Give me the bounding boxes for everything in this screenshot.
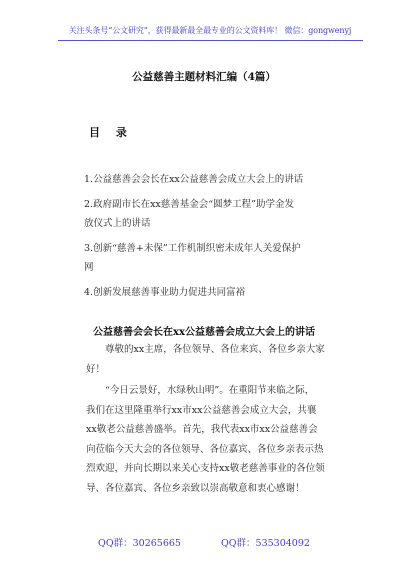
text-line: 烈欢迎，并向长期以来关心支持xx敬老慈善事业的各位领	[86, 463, 325, 474]
text-line: 好！	[86, 363, 106, 375]
toc-heading: 目 录	[89, 126, 133, 139]
toc-item-line: 3.创新“慈善+未保”工作机制织密未成年人关爱保护	[84, 243, 301, 254]
toc-item	[86, 195, 336, 233]
header-divider	[58, 40, 363, 41]
toc-item-line: 放仪式上的讲话	[84, 218, 151, 229]
page-footer	[0, 535, 408, 549]
document-title: 公益慈善主题材料汇编（4篇）	[132, 71, 276, 83]
header-notice: 关注头条号“公文研究”，获得最新最全最专业的公文资料库！ 微信：gongwenyj	[68, 26, 352, 35]
toc-item-line: 网	[84, 262, 94, 273]
toc-item-line: 1.公益慈善会会长在xx公益慈善会成立大会上的讲话	[84, 174, 304, 185]
text-line: xx敬老公益慈善盛举。首先，我代表xx市xx公益慈善会	[86, 424, 318, 435]
toc-item-line: 2.政府副市长在xx慈善基金会“圆梦工程”助学金发	[84, 199, 294, 210]
toc-item	[86, 283, 336, 302]
text-line: 导、各位嘉宾、各位乡亲致以崇高敬意和衷心感谢！	[86, 482, 305, 494]
toc-item	[86, 239, 336, 277]
footer-qq-group-2: QQ群：535304092	[220, 538, 310, 549]
text-line: 向莅临今天大会的各位领导、各位嘉宾、各位乡亲表示热	[86, 443, 324, 455]
section-title: 公益慈善会会长在xx公益慈善会成立大会上的讲话	[93, 327, 315, 338]
paragraph	[86, 340, 344, 379]
toc-item-line: 4.创新发展慈善事业助力促进共同富裕	[84, 287, 246, 298]
table-of-contents	[86, 170, 336, 308]
page-header	[0, 10, 408, 40]
speech-body	[86, 340, 344, 500]
footer-qq-group-1: QQ群：30265665	[98, 538, 181, 549]
text-line: “今日云景好，水绿秋山明”。在重阳节来临之际，	[105, 385, 315, 396]
paragraph	[86, 381, 344, 498]
toc-item	[86, 170, 336, 189]
text-line: 尊敬的xx主席，各位领导、各位来宾、各位乡亲大家	[105, 344, 325, 355]
text-line: 我们在这里隆重举行xx市xx公益慈善会成立大会，共襄	[86, 404, 317, 416]
